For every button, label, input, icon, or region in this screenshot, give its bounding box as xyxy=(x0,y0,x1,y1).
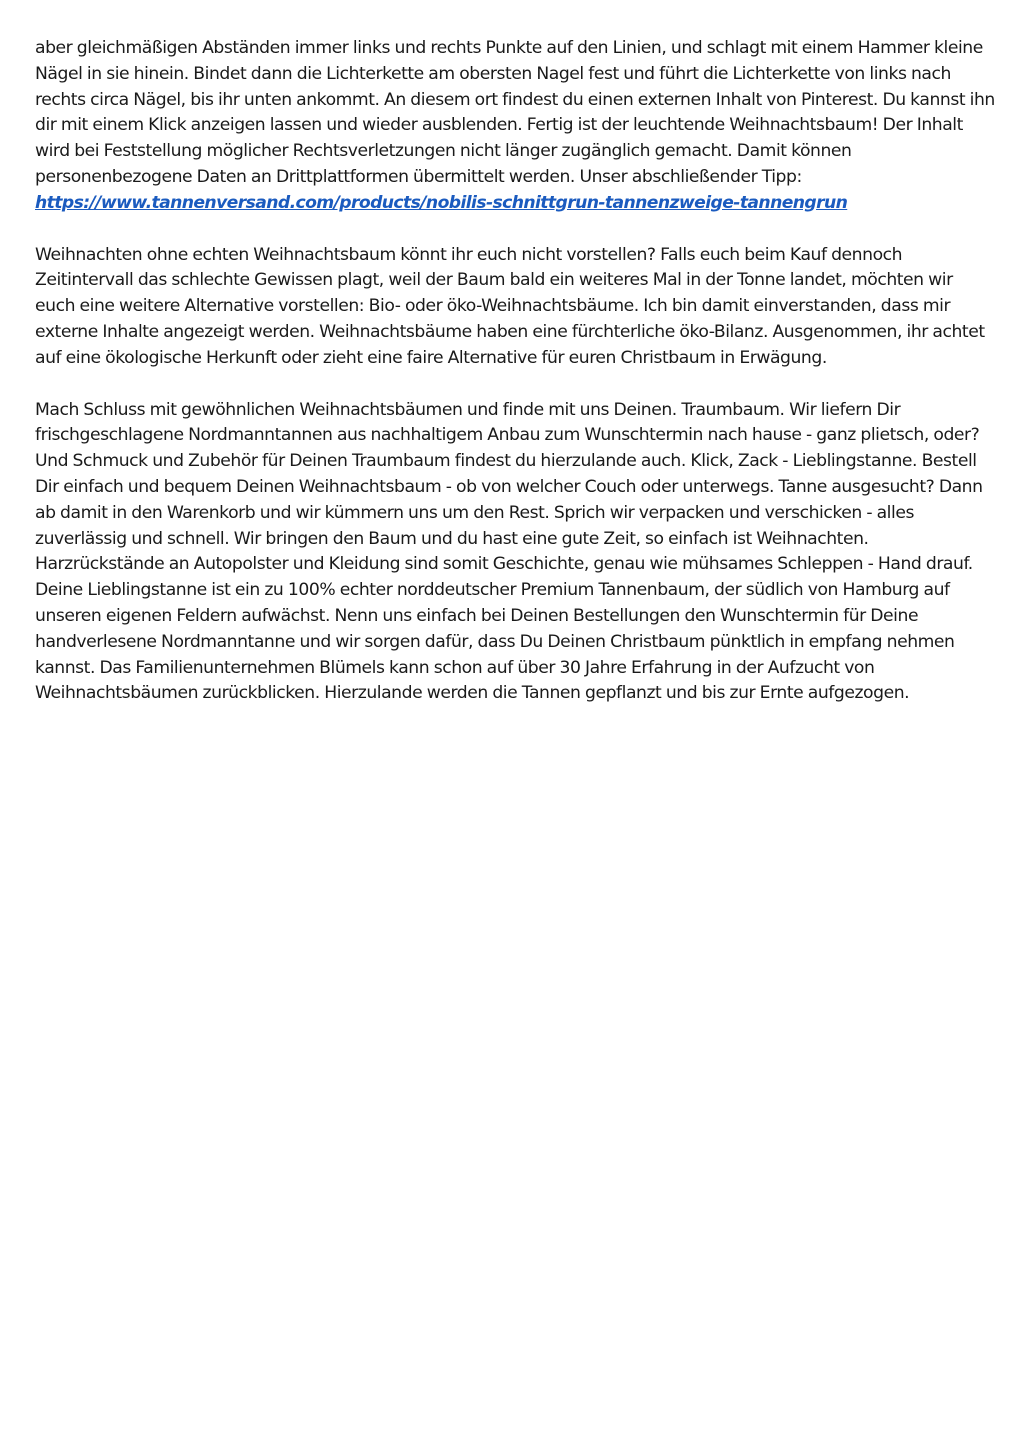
document-body xyxy=(35,36,997,707)
paragraph-1-text: aber gleichmäßigen Abständen immer links und rechts Punkte auf den Linien, und schlagt mit einem Hammer kleine Nägel in sie hinein. Bindet dann die Lichterkette am obersten Nagel fest und führt die Lichterkette von links nach rechts circa Nägel, bis ihr unten ankommt. An diesem ort findest du einen externen Inhalt von Pinterest. Du kannst ihn dir mit einem Klick anzeigen lassen und wieder ausblenden. Fertig ist der leuchtende Weihnachtsbaum! Der Inhalt wird bei Feststellung möglicher Rechtsverletzungen nicht länger zugänglich gemacht. Damit können personenbezogene Daten an Drittplattformen übermittelt werden. Unser abschließender Tipp: xyxy=(35,38,995,187)
tannenversand-link[interactable]: https://www.tannenversand.com/products/nobilis-schnittgrun-tannenzweige-tannengrun xyxy=(35,192,848,213)
paragraph-1 xyxy=(35,36,997,217)
paragraph-3 xyxy=(35,398,997,708)
paragraph-3-text: Mach Schluss mit gewöhnlichen Weihnachtsbäumen und finde mit uns Deinen. Traumbaum. Wir liefern Dir frischgeschlagene Nordmanntannen aus nachhaltigem Anbau zum Wunschtermin nach hause - ganz plietsch, oder? Und Schmuck und Zubehör für Deinen Traumbaum findest du hierzulande auch. Klick, Zack - Lieblingstanne. Bestell Dir einfach und bequem Deinen Weihnachtsbaum - ob von welcher Couch oder unterwegs. Tanne ausgesucht? Dann ab damit in den Warenkorb und wir kümmern uns um den Rest. Sprich wir verpacken und verschicken - alles zuverlässig und schnell. Wir bringen den Baum und du hast eine gute Zeit, so einfach ist Weihnachten. Harzrückstände an Autopolster und Kleidung sind somit Geschichte, genau wie mühsames Schleppen - Hand drauf. Deine Lieblingstanne ist ein zu 100% echter norddeutscher Premium Tannenbaum, der südlich von Hamburg auf unseren eigenen Feldern aufwächst. Nenn uns einfach bei Deinen Bestellungen den Wunschtermin für Deine handverlesene Nordmanntanne und wir sorgen dafür, dass Du Deinen Christbaum pünktlich in empfang nehmen kannst. Das Familienunternehmen Blümels kann schon auf über 30 Jahre Erfahrung in der Aufzucht von Weihnachtsbäumen zurückblicken. Hierzulande werden die Tannen gepflanzt und bis zur Ernte aufgezogen. xyxy=(35,399,983,704)
paragraph-2-text: Weihnachten ohne echten Weihnachtsbaum könnt ihr euch nicht vorstellen? Falls euch beim Kauf dennoch Zeitintervall das schlechte Gewissen plagt, weil der Baum bald ein weiteres Mal in der Tonne landet, möchten wir euch eine weitere Alternative vorstellen: Bio- oder öko-Weihnachtsbäume. Ich bin damit einverstanden, dass mir externe Inhalte angezeigt werden. Weihnachtsbäume haben eine fürchterliche öko-Bilanz. Ausgenommen, ihr achtet auf eine ökologische Herkunft oder zieht eine faire Alternative für euren Christbaum in Erwägung. xyxy=(35,244,985,368)
paragraph-2 xyxy=(35,243,997,372)
